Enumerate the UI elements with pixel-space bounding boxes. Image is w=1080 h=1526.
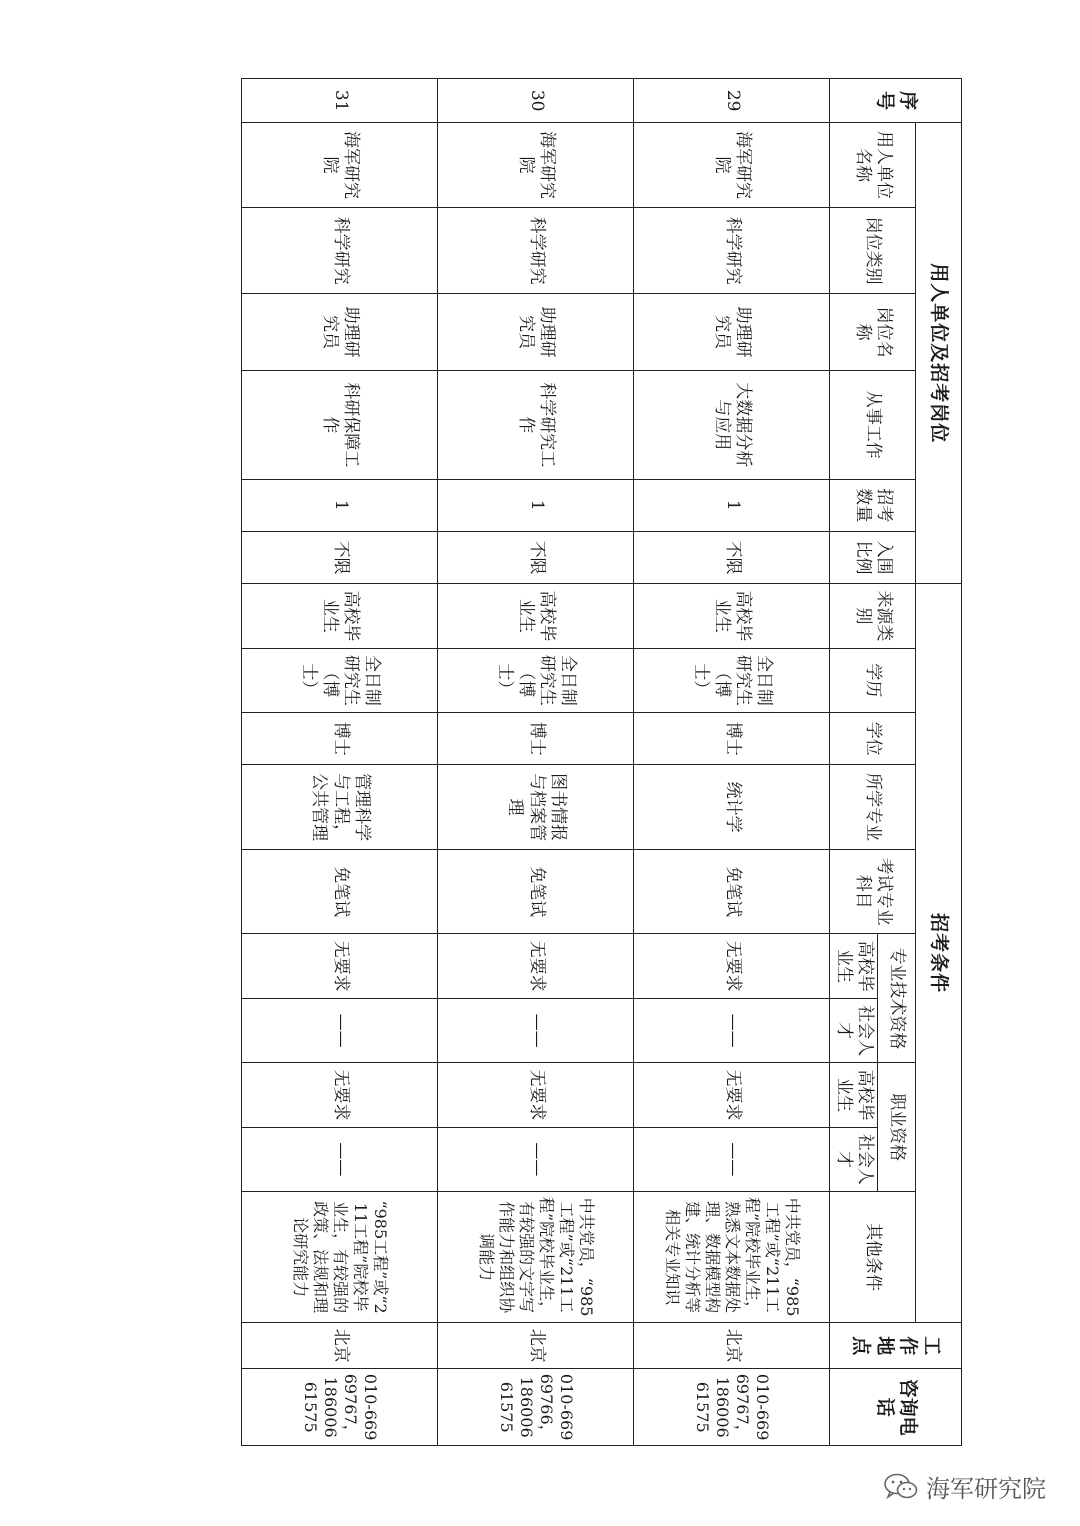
- tech-qual-header: 专业技术资格: [878, 934, 916, 1063]
- ratio-header: 入围比例: [830, 531, 916, 583]
- tech-graduates-subheader: 高校毕业生: [830, 934, 878, 998]
- ratio-cell: 不限: [438, 531, 634, 583]
- other-conditions-cell: 中共党员，“985工程”或“211工程”院校毕业生，熟悉文本数据处理、数据模型构建、统计分析等相关专业知识: [634, 1192, 830, 1323]
- source-cell: 高校毕业生: [242, 584, 438, 648]
- work-cell: 科研保障工作: [242, 370, 438, 479]
- phone-header: 咨询电话: [830, 1369, 962, 1446]
- count-cell: 1: [634, 479, 830, 531]
- column-header-row: [878, 79, 916, 1446]
- prof-social-cell: ——: [634, 1127, 830, 1191]
- unit-name-cell: 海军研究院: [634, 123, 830, 208]
- unit-name-header: 用人单位名称: [830, 123, 916, 208]
- work-cell: 科学研究工作: [438, 370, 634, 479]
- position-name-cell: 助理研究员: [634, 294, 830, 370]
- recruitment-table: [242, 78, 963, 1446]
- watermark-text: 海军研究院: [926, 1475, 1046, 1503]
- location-cell: 北京: [438, 1323, 634, 1369]
- tech-graduates-cell: 无要求: [242, 934, 438, 998]
- education-header: 学历: [830, 648, 916, 712]
- work-cell: 大数据分析与应用: [634, 370, 830, 479]
- ratio-cell: 不限: [242, 531, 438, 583]
- tech-social-cell: ——: [438, 998, 634, 1062]
- major-header: 所学专业: [830, 765, 916, 850]
- other-conditions-cell: 中共党员，“985工程”或“211工程”院校毕业生，有较强的文字写作能力和组织协调能力: [438, 1192, 634, 1323]
- education-cell: 全日制研究生（博士）: [438, 648, 634, 712]
- tech-social-cell: ——: [634, 998, 830, 1062]
- tech-graduates-cell: 无要求: [438, 934, 634, 998]
- group-header-row: [916, 79, 962, 1446]
- exam-subject-header: 考试专业科目: [830, 849, 916, 934]
- seq-cell: 31: [242, 79, 438, 123]
- table-row: [242, 79, 438, 1446]
- location-cell: 北京: [634, 1323, 830, 1369]
- ratio-cell: 不限: [634, 531, 830, 583]
- source-cell: 高校毕业生: [438, 584, 634, 648]
- position-name-cell: 助理研究员: [438, 294, 634, 370]
- prof-graduates-subheader: 高校毕业生: [830, 1063, 878, 1127]
- wechat-icon: [884, 1473, 918, 1501]
- degree-cell: 博士: [634, 713, 830, 765]
- major-cell: 管理科学与工程，公共管理: [242, 765, 438, 850]
- count-cell: 1: [242, 479, 438, 531]
- position-type-cell: 科学研究: [634, 207, 830, 294]
- prof-qual-header: 职业资格: [878, 1063, 916, 1192]
- degree-cell: 博士: [438, 713, 634, 765]
- position-type-header: 岗位类别: [830, 207, 916, 294]
- position-name-header: 岗位名称: [830, 294, 916, 370]
- exam-subject-cell: 免笔试: [242, 849, 438, 934]
- source-header: 来源类别: [830, 584, 916, 648]
- prof-social-cell: ——: [438, 1127, 634, 1191]
- unit-name-cell: 海军研究院: [242, 123, 438, 208]
- major-cell: 图书情报与档案管理: [438, 765, 634, 850]
- tech-graduates-cell: 无要求: [634, 934, 830, 998]
- watermark: [884, 1469, 1046, 1504]
- tech-social-cell: ——: [242, 998, 438, 1062]
- phone-cell: 010-66969766，18600661575: [438, 1369, 634, 1446]
- degree-header: 学位: [830, 713, 916, 765]
- prof-social-subheader: 社会人才: [830, 1127, 878, 1191]
- location-cell: 北京: [242, 1323, 438, 1369]
- exam-subject-cell: 免笔试: [634, 849, 830, 934]
- other-header: 其他条件: [830, 1192, 916, 1323]
- position-name-cell: 助理研究员: [242, 294, 438, 370]
- prof-graduates-cell: 无要求: [438, 1063, 634, 1127]
- prof-graduates-cell: 无要求: [242, 1063, 438, 1127]
- table-row: [438, 79, 634, 1446]
- rotated-table-page: [250, 78, 962, 1446]
- education-cell: 全日制研究生（博士）: [242, 648, 438, 712]
- employer-position-header: 用人单位及招考岗位: [916, 123, 962, 584]
- phone-cell: 010-66969767，18600661575: [242, 1369, 438, 1446]
- position-type-cell: 科学研究: [242, 207, 438, 294]
- exam-subject-cell: 免笔试: [438, 849, 634, 934]
- source-cell: 高校毕业生: [634, 584, 830, 648]
- other-conditions-cell: “985工程”或“211工程”院校毕业生，有较强的政策、法规和理论研究能力: [242, 1192, 438, 1323]
- count-header: 招考数量: [830, 479, 916, 531]
- table-row: [634, 79, 830, 1446]
- tech-social-subheader: 社会人才: [830, 998, 878, 1062]
- seq-cell: 29: [634, 79, 830, 123]
- prof-social-cell: ——: [242, 1127, 438, 1191]
- position-type-cell: 科学研究: [438, 207, 634, 294]
- requirements-header: 招考条件: [916, 584, 962, 1323]
- unit-name-cell: 海军研究院: [438, 123, 634, 208]
- work-header: 从事工作: [830, 370, 916, 479]
- education-cell: 全日制研究生（博士）: [634, 648, 830, 712]
- phone-cell: 010-66969767，18600661575: [634, 1369, 830, 1446]
- count-cell: 1: [438, 479, 634, 531]
- seq-header: 序号: [830, 79, 962, 123]
- seq-cell: 30: [438, 79, 634, 123]
- degree-cell: 博士: [242, 713, 438, 765]
- major-cell: 统计学: [634, 765, 830, 850]
- prof-graduates-cell: 无要求: [634, 1063, 830, 1127]
- work-location-header: 工作地点: [830, 1323, 962, 1369]
